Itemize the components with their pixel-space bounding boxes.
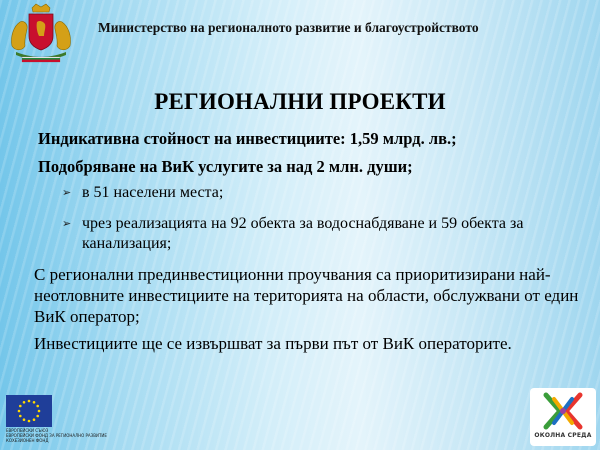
main-point: Подобряване на ВиК услугите за над 2 млн. души;	[38, 157, 413, 176]
sub-point-text: в 51 населени места;	[82, 184, 224, 201]
eu-logo	[6, 395, 107, 447]
environment-program-logo	[530, 388, 596, 446]
page-title: РЕГИОНАЛНИ ПРОЕКТИ	[154, 89, 446, 114]
paragraph: Инвестициите ще се извършват за първи път от ВиК операторите.	[34, 334, 512, 353]
sub-point	[62, 183, 582, 203]
eu-caption-line: ЕВРОПЕЙСКИ СЪЮЗ	[6, 428, 49, 433]
eu-flag-icon	[6, 395, 52, 427]
environment-program-logo-icon	[534, 391, 592, 431]
main-point: Индикативна стойност на инвестициите: 1,59 млрд. лв.;	[38, 129, 457, 148]
header	[0, 0, 600, 68]
eu-caption-line: КОХЕЗИОНЕН ФОНД	[6, 438, 49, 443]
arrow-bullet-icon: ➢	[62, 218, 72, 230]
arrow-bullet-icon: ➢	[62, 187, 72, 199]
eu-caption-line: ЕВРОПЕЙСКИ ФОНД ЗА РЕГИОНАЛНО РАЗВИТИЕ	[6, 433, 107, 438]
sub-point-text: чрез реализацията на 92 обекта за водоснабдяване и 59 обекта за канализация;	[82, 215, 524, 252]
eu-caption	[6, 428, 107, 443]
paragraphs	[34, 264, 590, 360]
main-points-list	[38, 128, 588, 184]
environment-program-name: ОКОЛНА СРЕДА	[534, 432, 592, 439]
coat-of-arms-icon	[6, 2, 76, 64]
paragraph: С регионални прединвестиционни проучвания са приоритизирани най-неотловните инвестициите на територията на области, обслужвани от един ВиК оператор;	[34, 265, 579, 326]
ministry-name: Министерство на регионалното развитие и благоустройството	[98, 20, 479, 35]
sub-points-list	[62, 183, 582, 265]
sub-point	[62, 214, 582, 254]
